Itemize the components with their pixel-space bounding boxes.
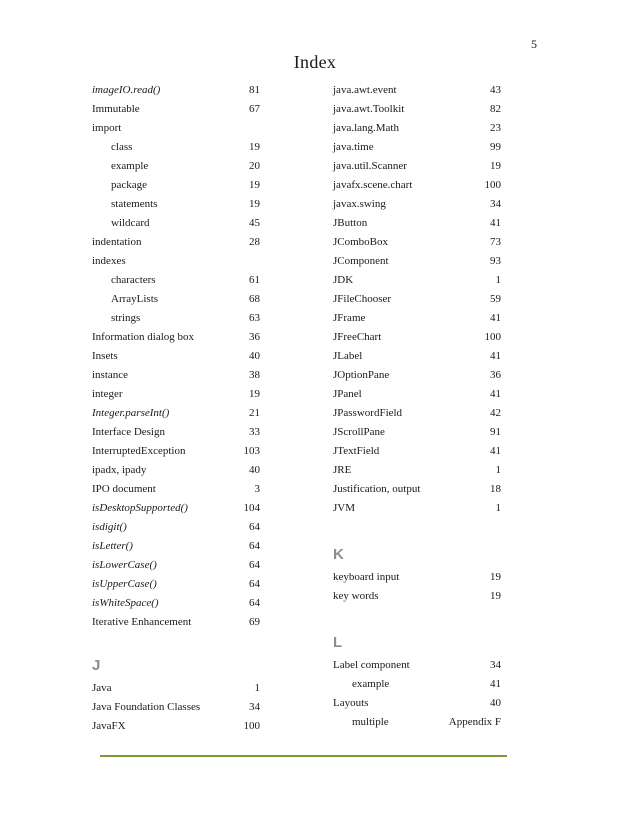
index-group-j: [92, 679, 260, 736]
index-page-ref: 73: [490, 236, 501, 248]
index-entry: [92, 404, 260, 423]
index-term: class: [111, 141, 133, 153]
index-page-ref: 40: [249, 350, 260, 362]
index-page-ref: 41: [490, 312, 501, 324]
index-page-ref: 40: [490, 697, 501, 709]
index-page-ref: Appendix F: [448, 716, 501, 728]
index-term: ipadx, ipady: [92, 464, 147, 476]
index-page-ref: 41: [490, 217, 501, 229]
index-entry: [333, 138, 501, 157]
index-term: indentation: [92, 236, 142, 248]
index-entry: [92, 138, 260, 157]
index-entry: [333, 499, 501, 518]
index-entry: [92, 499, 260, 518]
index-entry: [333, 442, 501, 461]
index-entry: [333, 157, 501, 176]
index-page-ref: 40: [249, 464, 260, 476]
index-page-ref: 104: [243, 502, 260, 514]
index-entry: [333, 100, 501, 119]
index-term: example: [111, 160, 149, 172]
index-entry: [92, 176, 260, 195]
index-page-ref: 99: [490, 141, 501, 153]
index-group-l: [333, 656, 501, 732]
index-page-ref: 93: [490, 255, 501, 267]
index-page-ref: 63: [249, 312, 260, 324]
index-entry: [92, 613, 260, 632]
letter-heading-l: L: [333, 634, 343, 651]
index-entry: [92, 385, 260, 404]
index-term: JFrame: [333, 312, 366, 324]
index-page-ref: 41: [490, 388, 501, 400]
index-page-ref: 67: [249, 103, 260, 115]
index-entry: [92, 157, 260, 176]
index-entry: [333, 81, 501, 100]
index-entry: [333, 694, 501, 713]
index-entry: [333, 252, 501, 271]
index-term: instance: [92, 369, 129, 381]
index-entry: [333, 404, 501, 423]
index-entry: [92, 594, 260, 613]
index-page-ref: 68: [249, 293, 260, 305]
index-term: Integer.parseInt(): [92, 407, 170, 419]
index-page-ref: 33: [249, 426, 260, 438]
index-entry: [333, 713, 501, 732]
index-page-ref: 19: [490, 590, 501, 602]
index-entry: [92, 233, 260, 252]
index-entry: [92, 328, 260, 347]
index-term: Layouts: [333, 697, 369, 709]
index-page-ref: 34: [249, 701, 260, 713]
index-page-ref: 19: [249, 388, 260, 400]
index-page-ref: 64: [249, 540, 260, 552]
index-page-ref: 1: [495, 464, 501, 476]
index-page-ref: 64: [249, 521, 260, 533]
index-term: Label component: [333, 659, 410, 671]
index-page-ref: 34: [490, 198, 501, 210]
index-page-ref: 1: [254, 682, 260, 694]
index-entry: [92, 366, 260, 385]
footer-rule: [100, 755, 507, 757]
index-entry: [92, 423, 260, 442]
index-entry: [333, 366, 501, 385]
index-page-ref: 36: [490, 369, 501, 381]
index-page-ref: 100: [484, 331, 501, 343]
index-page-ref: 45: [249, 217, 260, 229]
index-entry: [333, 385, 501, 404]
index-term: isDesktopSupported(): [92, 502, 188, 514]
index-page-ref: 100: [484, 179, 501, 191]
index-page-ref: 34: [490, 659, 501, 671]
index-term: Iterative Enhancement: [92, 616, 192, 628]
index-page-ref: 36: [249, 331, 260, 343]
index-page-ref: 81: [249, 84, 260, 96]
index-term: Immutable: [92, 103, 140, 115]
index-page-ref: 103: [243, 445, 260, 457]
index-entry: [333, 656, 501, 675]
index-entry: [333, 233, 501, 252]
index-term: imageIO.read(): [92, 84, 161, 96]
index-entry: [92, 81, 260, 100]
index-term: wildcard: [111, 217, 150, 229]
index-term: ArrayLists: [111, 293, 159, 305]
index-entry: [333, 176, 501, 195]
page-number: 5: [531, 37, 537, 51]
index-entry: [92, 347, 260, 366]
index-term: javax.swing: [333, 198, 386, 210]
index-page-ref: 19: [249, 198, 260, 210]
index-page-ref: 21: [249, 407, 260, 419]
index-entry: [333, 587, 501, 606]
index-term: JFileChooser: [333, 293, 392, 305]
index-entry: [333, 461, 501, 480]
index-entry: [333, 271, 501, 290]
index-term: isdigit(): [92, 521, 127, 533]
index-page-ref: 64: [249, 559, 260, 571]
index-term: JPanel: [333, 388, 362, 400]
index-term: JVM: [333, 502, 356, 514]
index-entry: [92, 556, 260, 575]
index-term: isUpperCase(): [92, 578, 157, 590]
index-entry: [333, 568, 501, 587]
index-entry: [92, 679, 260, 698]
index-page-ref: 28: [249, 236, 260, 248]
index-page-ref: 82: [490, 103, 501, 115]
index-entry: [333, 119, 501, 138]
index-entry: [92, 537, 260, 556]
index-entry: [333, 423, 501, 442]
index-page-ref: 23: [490, 122, 501, 134]
index-page-ref: 18: [490, 483, 501, 495]
index-term: JOptionPane: [333, 369, 390, 381]
index-page-ref: 41: [490, 350, 501, 362]
index-entry: [92, 717, 260, 736]
index-term: key words: [333, 590, 379, 602]
index-entry: [92, 442, 260, 461]
index-entry: [92, 290, 260, 309]
index-page-ref: 41: [490, 445, 501, 457]
index-term: Justification, output: [333, 483, 421, 495]
index-column-left: [92, 81, 260, 736]
index-term: isLetter(): [92, 540, 133, 552]
index-term: JRE: [333, 464, 352, 476]
index-page-ref: 100: [243, 720, 260, 732]
index-term: Information dialog box: [92, 331, 195, 343]
index-page-ref: 20: [249, 160, 260, 172]
index-entry: [333, 290, 501, 309]
index-term: package: [111, 179, 148, 191]
index-page-ref: 19: [249, 141, 260, 153]
index-page-ref: 64: [249, 578, 260, 590]
index-page-ref: 38: [249, 369, 260, 381]
index-entry: [92, 271, 260, 290]
index-page-ref: 61: [249, 274, 260, 286]
index-term: isWhiteSpace(): [92, 597, 159, 609]
index-term: keyboard input: [333, 571, 400, 583]
index-entry: [333, 328, 501, 347]
index-term: multiple: [352, 716, 389, 728]
index-page-ref: 19: [490, 571, 501, 583]
index-page-ref: 19: [490, 160, 501, 172]
index-term: JComboBox: [333, 236, 389, 248]
index-term: JTextField: [333, 445, 380, 457]
index-term: JComponent: [333, 255, 389, 267]
index-term: indexes: [92, 255, 126, 267]
index-page-ref: 59: [490, 293, 501, 305]
index-term: Java: [92, 682, 112, 694]
index-entry: [333, 195, 501, 214]
index-term: javafx.scene.chart: [333, 179, 413, 191]
index-term: JavaFX: [92, 720, 126, 732]
index-entry: [333, 347, 501, 366]
index-term: integer: [92, 388, 123, 400]
index-entry: [92, 698, 260, 717]
index-term: java.time: [333, 141, 374, 153]
index-entry: [92, 100, 260, 119]
index-page-ref: 1: [495, 502, 501, 514]
index-term: JFreeChart: [333, 331, 382, 343]
index-entry: [333, 309, 501, 328]
index-term: JLabel: [333, 350, 363, 362]
index-entry: [92, 518, 260, 537]
index-page-ref: 42: [490, 407, 501, 419]
index-term: JDK: [333, 274, 354, 286]
index-term: java.awt.event: [333, 84, 397, 96]
index-term: characters: [111, 274, 156, 286]
page-title: Index: [293, 52, 337, 72]
index-entry: [333, 480, 501, 499]
index-entry: [92, 195, 260, 214]
index-page-ref: 1: [495, 274, 501, 286]
index-entry: [92, 480, 260, 499]
index-entry: [92, 214, 260, 233]
index-page-ref: 64: [249, 597, 260, 609]
index-entry: [333, 675, 501, 694]
index-entry: [92, 575, 260, 594]
letter-heading-k: K: [333, 546, 344, 563]
index-group-k: [333, 568, 501, 606]
index-term: statements: [111, 198, 158, 210]
index-entry: [333, 214, 501, 233]
index-page-ref: 43: [490, 84, 501, 96]
index-entry: [92, 252, 260, 271]
letter-heading-j: J: [92, 657, 101, 674]
index-group-i: [92, 81, 260, 632]
index-term: InterruptedException: [92, 445, 186, 457]
index-page-ref: 3: [254, 483, 260, 495]
index-entry: [92, 461, 260, 480]
index-term: Interface Design: [92, 426, 165, 438]
index-term: isLowerCase(): [92, 559, 157, 571]
index-page-ref: 91: [490, 426, 501, 438]
index-page-ref: 41: [490, 678, 501, 690]
index-term: import: [92, 122, 122, 134]
index-group-j-continued: [333, 81, 501, 518]
index-term: strings: [111, 312, 141, 324]
index-column-right: [333, 81, 501, 732]
index-term: JPasswordField: [333, 407, 403, 419]
index-term: Java Foundation Classes: [92, 701, 201, 713]
index-page-ref: 19: [249, 179, 260, 191]
index-term: java.awt.Toolkit: [333, 103, 405, 115]
index-page-ref: 69: [249, 616, 260, 628]
index-term: JButton: [333, 217, 368, 229]
index-term: JScrollPane: [333, 426, 385, 438]
index-term: java.lang.Math: [333, 122, 399, 134]
index-term: example: [352, 678, 390, 690]
index-entry: [92, 119, 260, 138]
index-term: IPO document: [92, 483, 156, 495]
index-term: Insets: [92, 350, 118, 362]
index-entry: [92, 309, 260, 328]
index-term: java.util.Scanner: [333, 160, 407, 172]
